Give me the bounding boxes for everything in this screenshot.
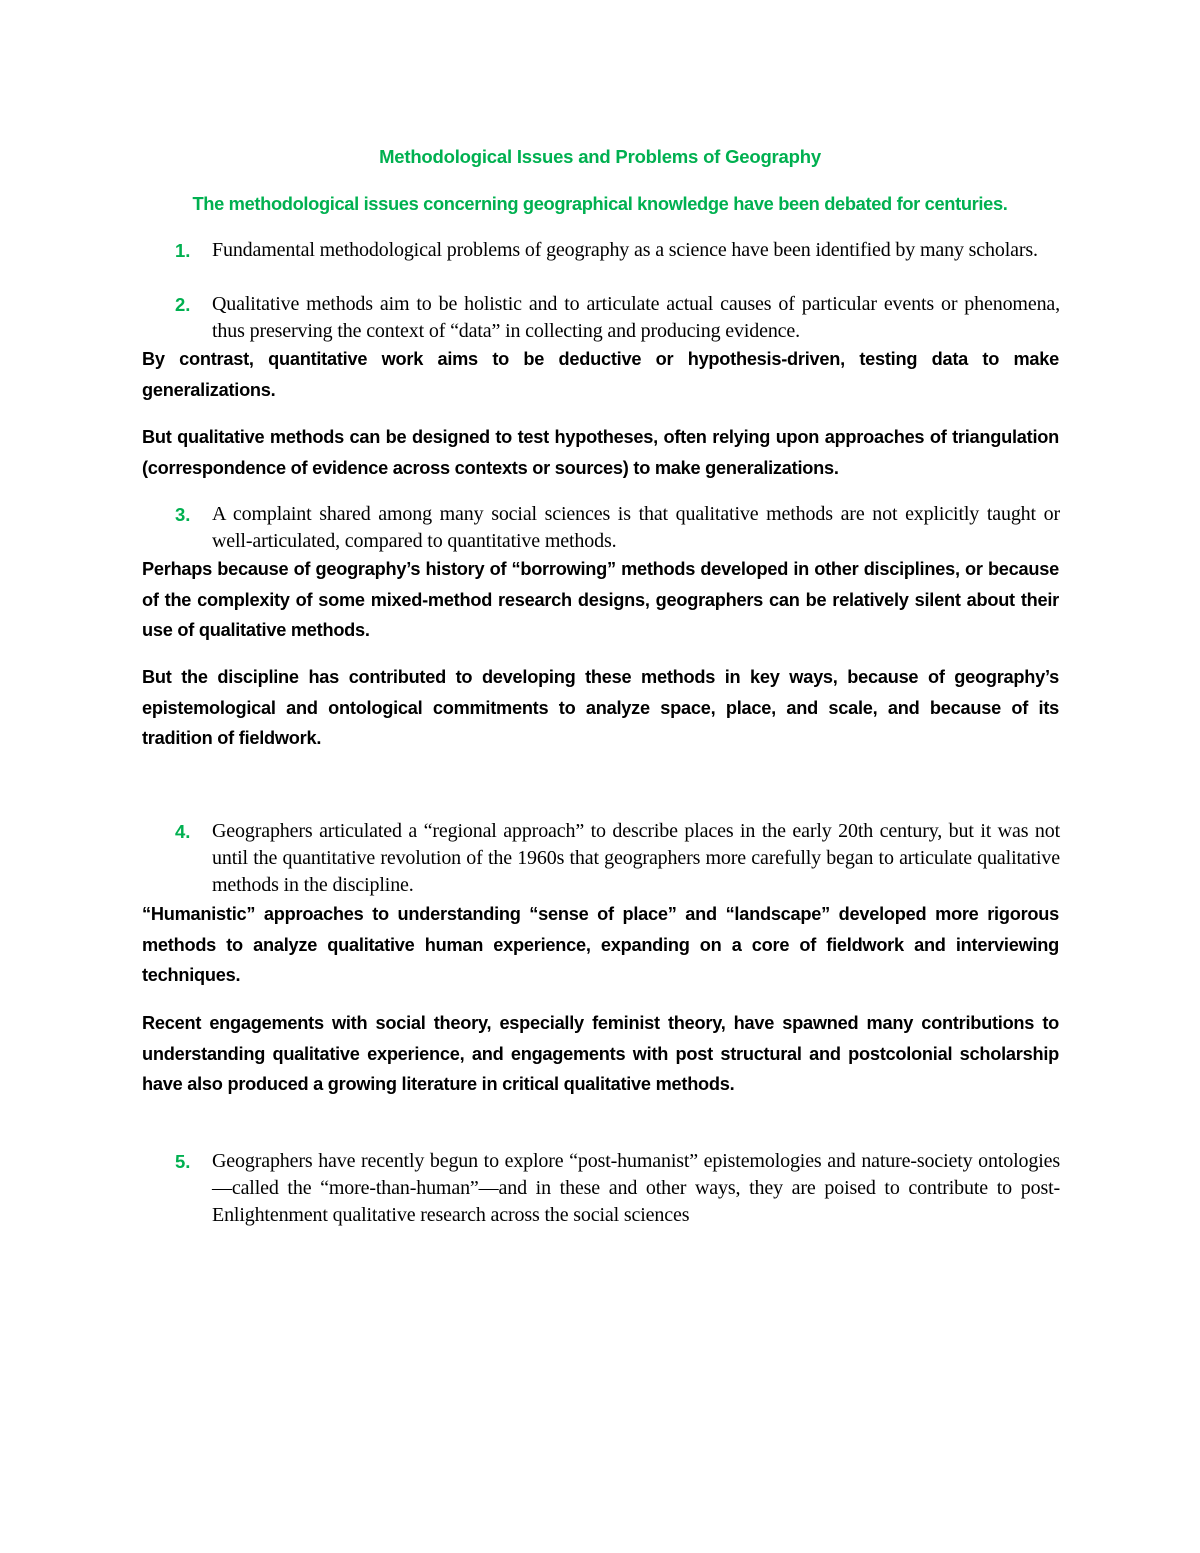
list-item-2 [142,291,1060,345]
list-text: Geographers articulated a “regional approach” to describe places in the early 20th century, but it was not until the quantitative revolution of the 1960s that geographers more carefully began to articulate qualitative methods in the discipline. [212,820,1060,896]
paragraph: But the discipline has contributed to developing these methods in key ways, because of geography’s epistemological and ontological commitments to analyze space, place, and scale, and because of its tradition of fieldwork. [142,667,1059,748]
list-item-4 [142,818,1060,899]
list-item-5 [142,1148,1060,1229]
list-item-3 [142,501,1060,555]
paragraph: By contrast, quantitative work aims to be deductive or hypothesis-driven, testing data to make generalizations. [142,349,1059,400]
list-text: Fundamental methodological problems of geography as a science have been identified by many scholars. [212,239,1038,261]
list-item-1 [142,237,1060,264]
paragraph: Recent engagements with social theory, especially feminist theory, have spawned many contributions to understanding qualitative experience, and engagements with post structural and postcolonial scholarship have also produced a growing literature in critical qualitative methods. [142,1013,1059,1094]
list-number: 3. [175,504,191,525]
page-subtitle: The methodological issues concerning geographical knowledge have been debated for centuries. [192,193,1008,214]
list-number: 4. [175,821,191,842]
list-number: 1. [175,240,191,261]
paragraph: Perhaps because of geography’s history of “borrowing” methods developed in other disciplines, or because of the complexity of some mixed-method research designs, geographers can be relatively silent about their use of qualitative methods. [142,559,1059,640]
list-text: A complaint shared among many social sciences is that qualitative methods are not explicitly taught or well-articulated, compared to quantitative methods. [212,503,1060,552]
list-text: Qualitative methods aim to be holistic and to articulate actual causes of particular events or phenomena, thus preserving the context of “data” in collecting and producing evidence. [212,293,1060,342]
list-number: 5. [175,1151,191,1172]
page-title: Methodological Issues and Problems of Geography [379,146,821,167]
paragraph: “Humanistic” approaches to understanding “sense of place” and “landscape” developed more rigorous methods to analyze qualitative human experience, expanding on a core of fieldwork and interviewing techniques. [142,904,1059,985]
list-text: Geographers have recently begun to explore “post-humanist” epistemologies and nature-society ontologies—called the “more-than-human”—and in these and other ways, they are poised to contribute to post-Enlightenment qualitative research across the social sciences [212,1150,1060,1226]
paragraph: But qualitative methods can be designed to test hypotheses, often relying upon approaches of triangulation (correspondence of evidence across contexts or sources) to make generalizations. [142,427,1059,478]
list-number: 2. [175,294,191,315]
